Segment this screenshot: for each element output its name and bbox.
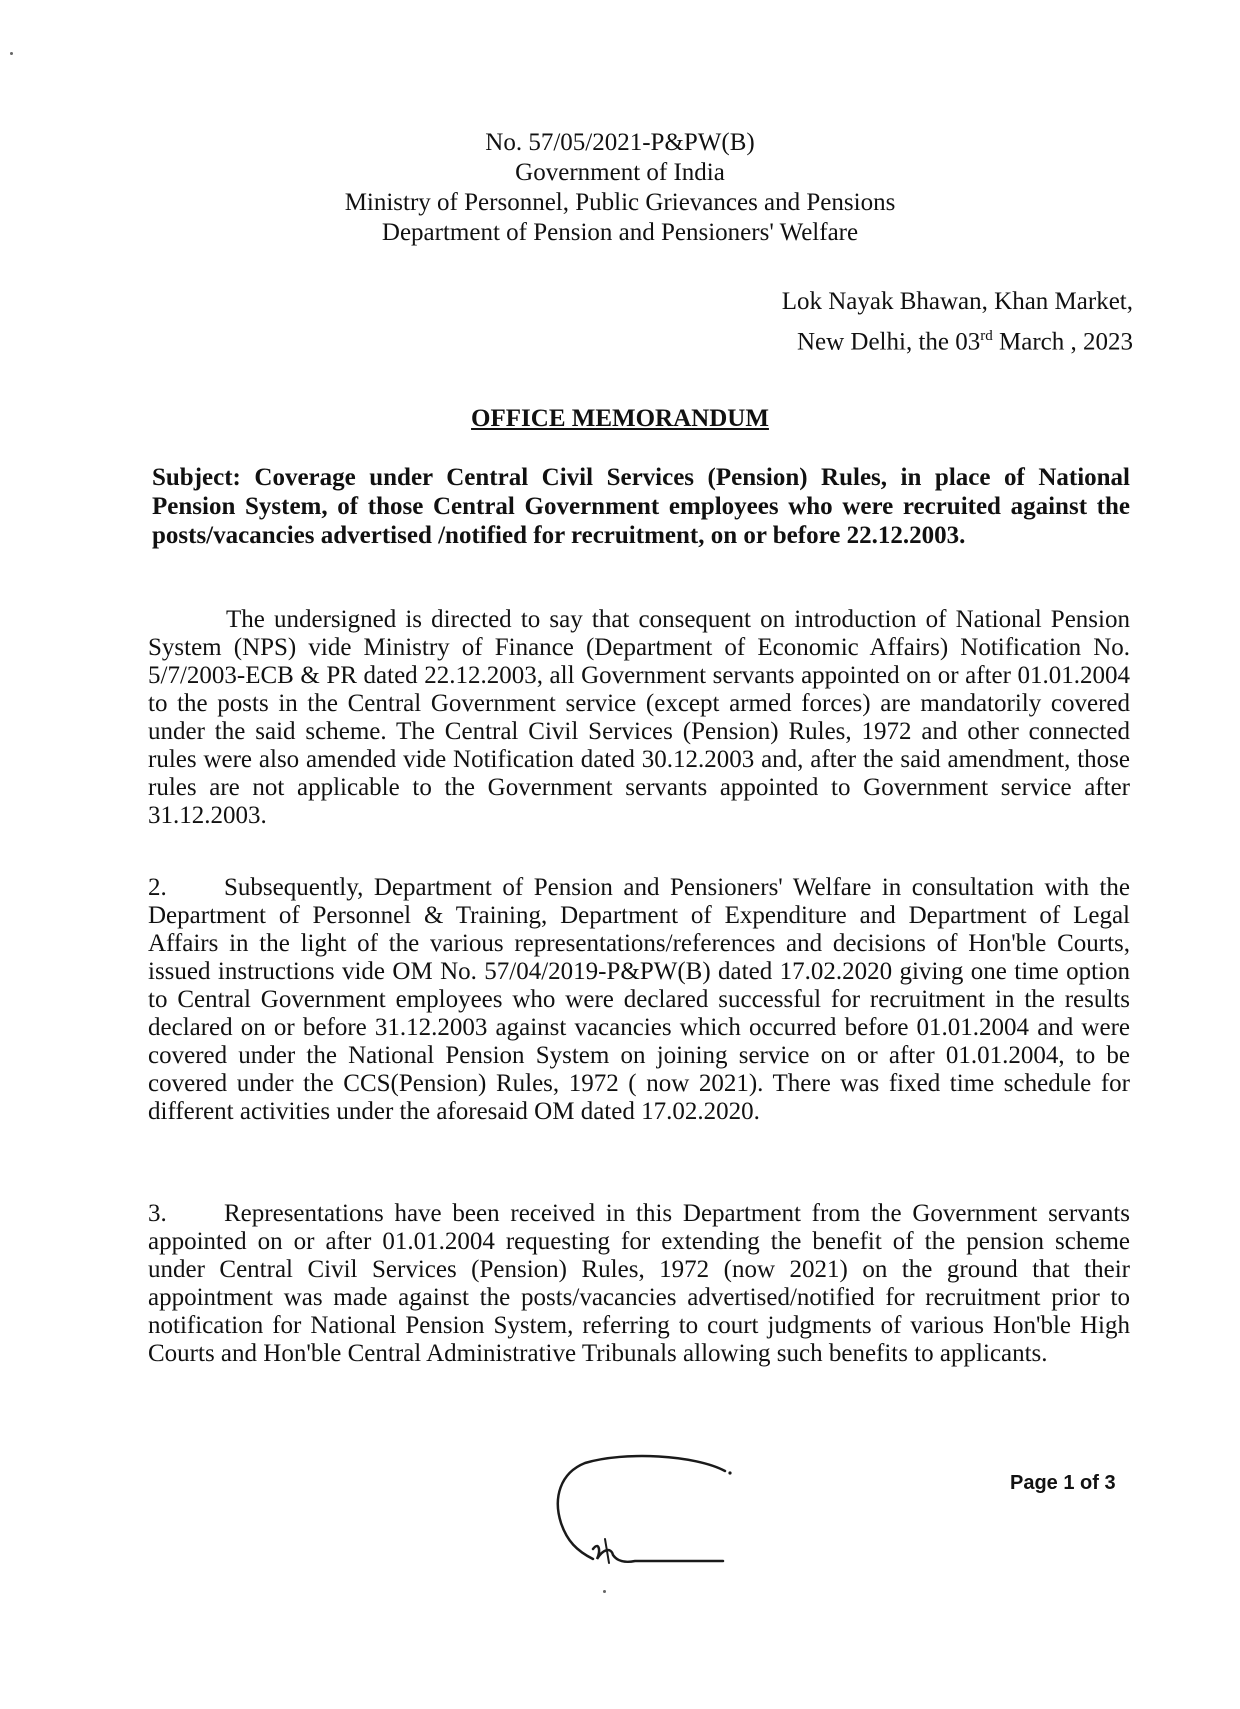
department-name: Department of Pension and Pensioners' Welfare (381, 219, 859, 246)
address-block (782, 285, 1133, 359)
page-number: Page 1 of 3 (1010, 1472, 1116, 1494)
paragraph-3-number: 3. (148, 1200, 167, 1227)
address-line: Lok Nayak Bhawan, Khan Market, (781, 288, 1133, 315)
place-and-date (782, 319, 1133, 359)
memo-title: OFFICE MEMORANDUM (471, 405, 769, 432)
ministry-name: Ministry of Personnel, Public Grievances and Pensions (344, 189, 896, 216)
handwritten-signature (555, 1453, 745, 1578)
paragraph-3-text: Representations have been received in this Department from the Government servants appointed on or after 01.01.2004 requesting for extending the benefit of the pension scheme under Central Civil Services (Pension) Rules, 1972 (now 2021) on the ground that their appointment was made against the posts/vacancies advertised/notified for recruitment prior to notification for National Pension System, referring to court judgments of various Hon'ble High Courts and Hon'ble Central Administrative Tribunals allowing such benefits to applicants. (148, 1200, 1130, 1367)
date-prefix: New Delhi, the 03 (796, 328, 981, 356)
paragraph-2 (148, 874, 1130, 1126)
date-rest: March , 2023 (992, 328, 1133, 356)
scan-speck (603, 1590, 606, 1593)
letterhead (0, 128, 1240, 248)
date-ordinal: rd (980, 328, 993, 344)
file-number: No. 57/05/2021-P&PW(B) (485, 129, 755, 156)
paragraph-2-text: Subsequently, Department of Pension and Pensioners' Welfare in consultation with the Department of Personnel & Training, Department of Expenditure and Department of Legal Affairs in the light of the various representations/references and decisions of Hon'ble Courts, issued instructions vide OM No. 57/04/2019-P&PW(B) dated 17.02.2020 giving one time option to Central Government employees who were declared successful for recruitment in the results declared on or before 31.12.2003 against vacancies which occurred before 01.01.2004 and were covered under the National Pension System on joining service on or after 01.01.2004, to be covered under the CCS(Pension) Rules, 1972 ( now 2021). There was fixed time schedule for different activities under the aforesaid OM dated 17.02.2020. (148, 874, 1130, 1125)
paragraph-2-number: 2. (148, 874, 167, 901)
paragraph-1-text: The undersigned is directed to say that consequent on introduction of National Pension System (NPS) vide Ministry of Finance (Department of Economic Affairs) Notification No. 5/7/2003-ECB & PR dated 22.12.2003, all Government servants appointed on or after 01.01.2004 to the posts in the Central Government service (except armed forces) are mandatorily covered under the said scheme. The Central Civil Services (Pension) Rules, 1972 and other connected rules were also amended vide Notification dated 30.12.2003 and, after the said amendment, those rules are not applicable to the Government servants appointed to Government service after 31.12.2003. (148, 606, 1130, 829)
paragraph-3 (148, 1200, 1130, 1368)
government-name: Government of India (515, 159, 725, 186)
paragraph-1 (148, 606, 1130, 830)
scan-speck (10, 52, 13, 55)
subject-line: Subject: Coverage under Central Civil Services (Pension) Rules, in place of National Pension System, of those Central Government employees who were recruited against the posts/vacancies advertised /notified for recruitment, on or before 22.12.2003. (152, 464, 1130, 549)
